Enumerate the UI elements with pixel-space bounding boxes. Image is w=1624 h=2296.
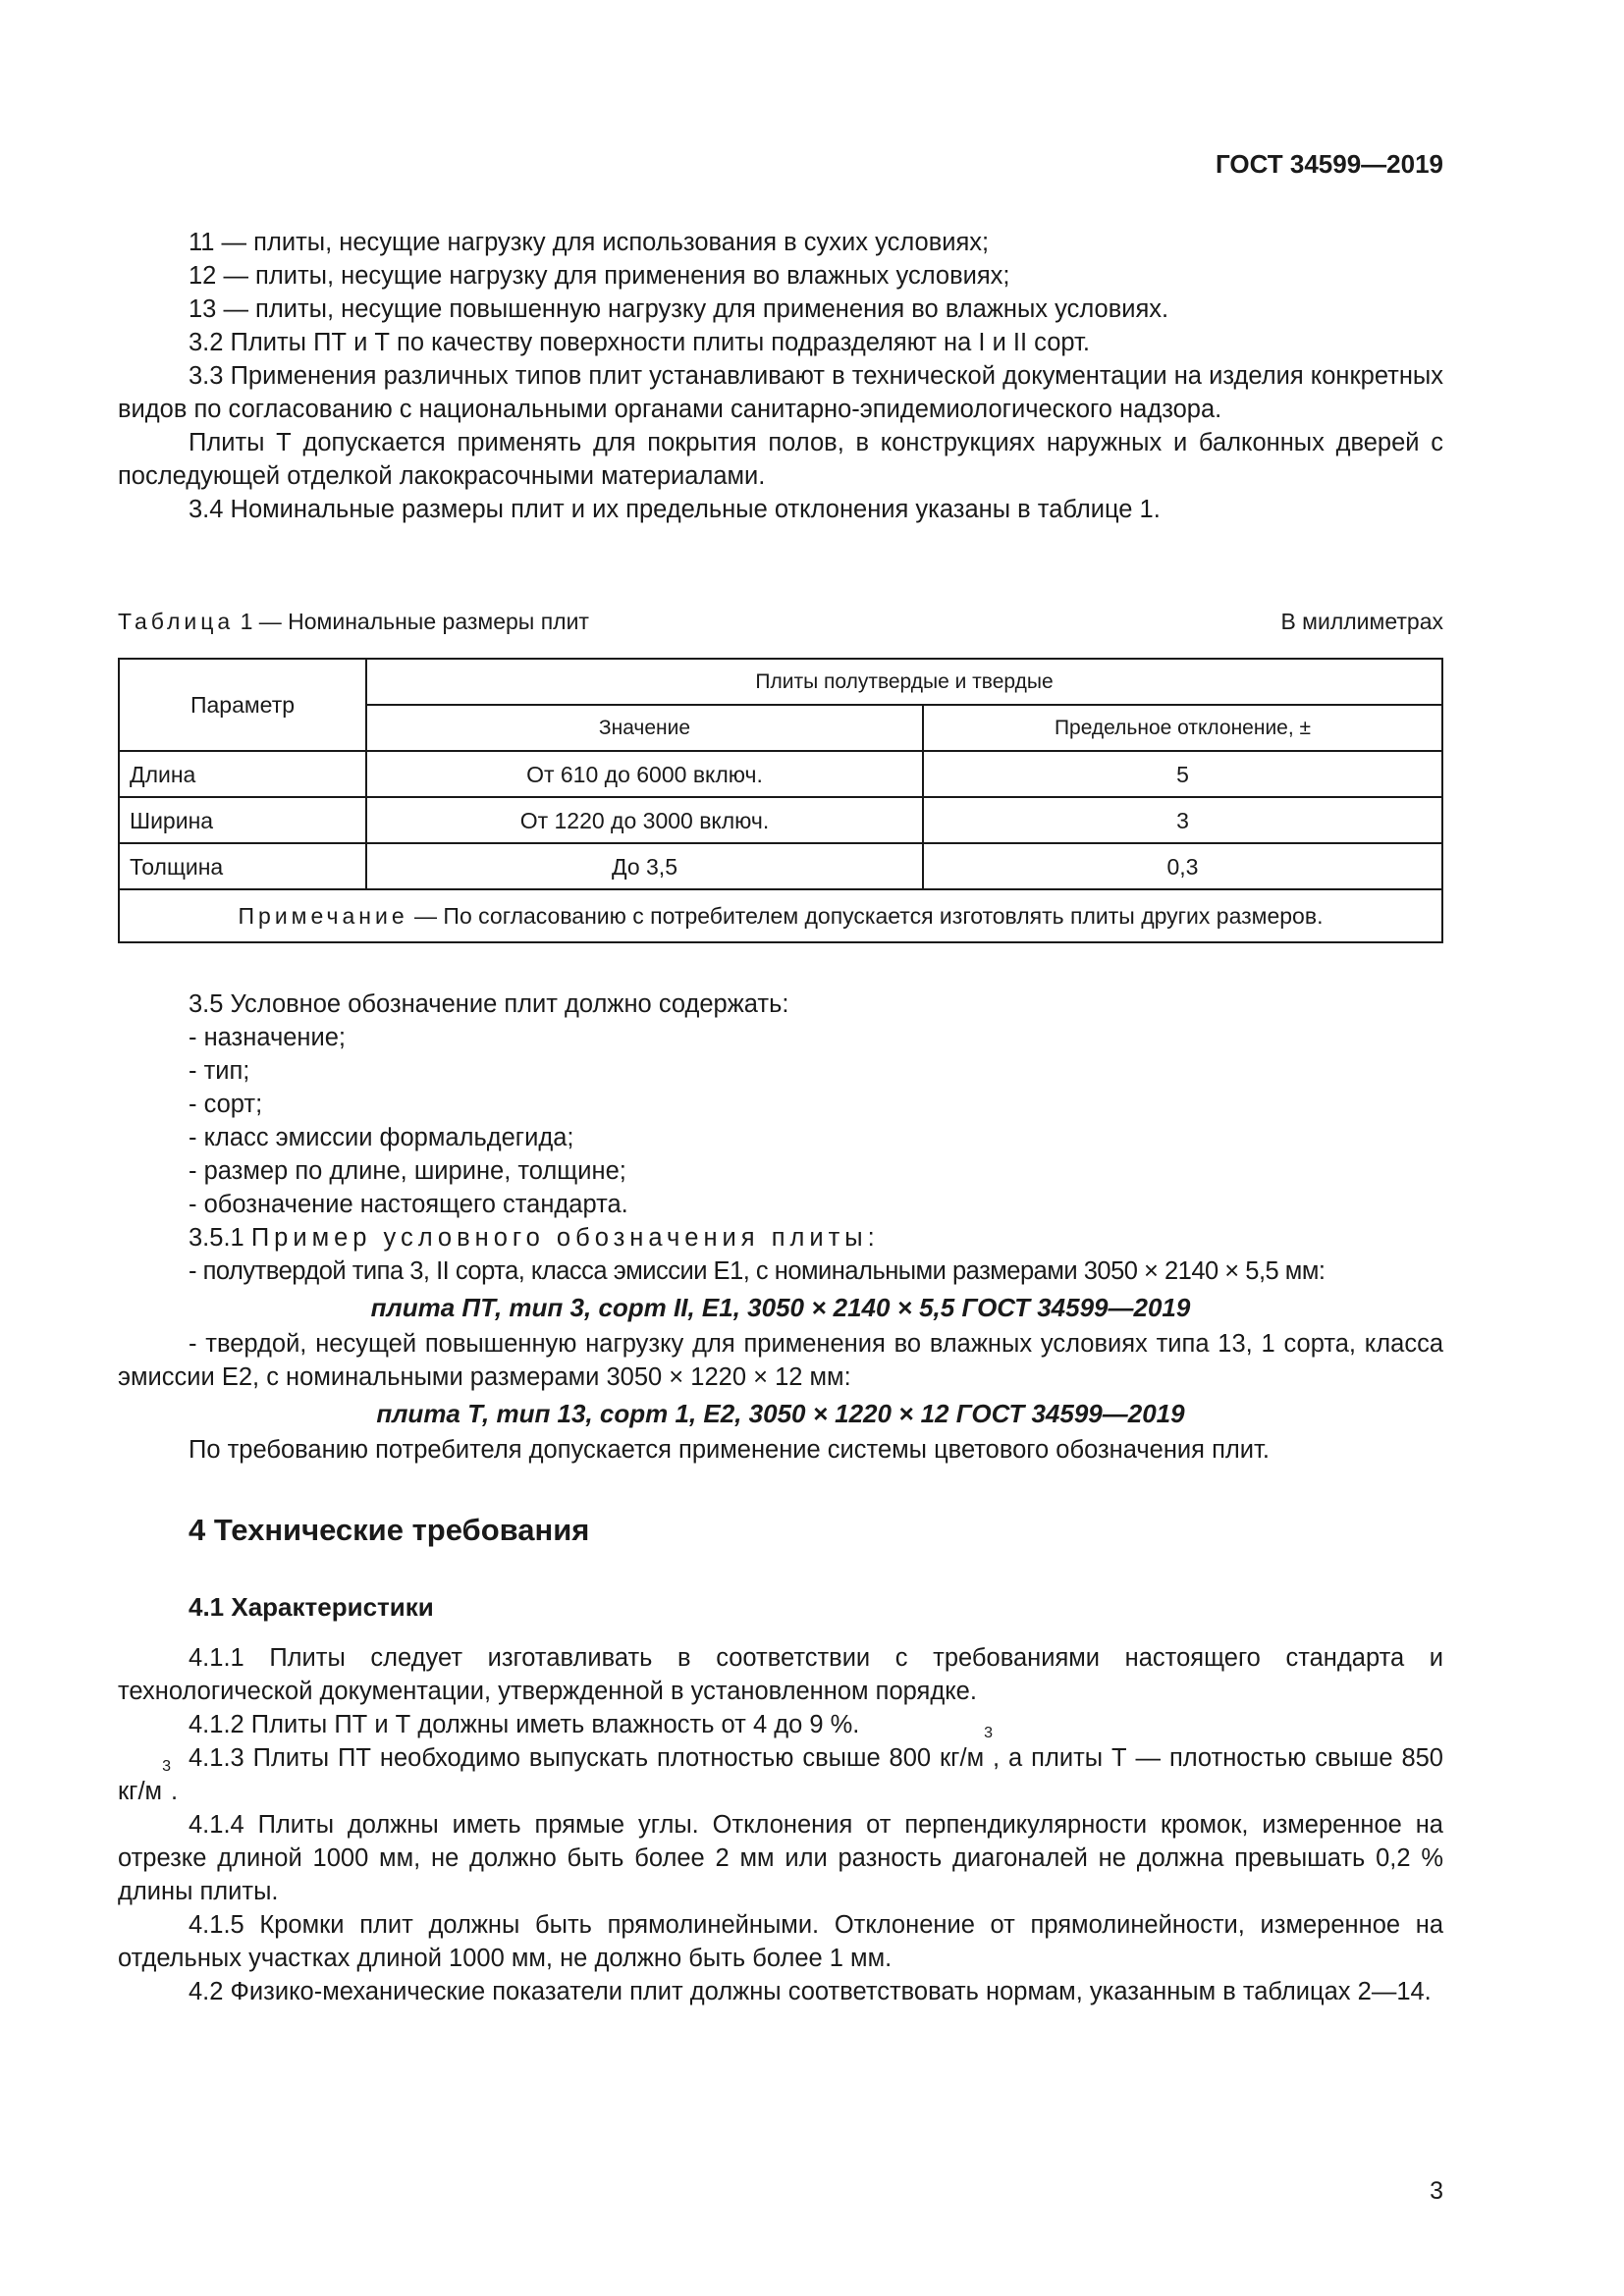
table-caption [118, 605, 1443, 638]
paragraph-4-2: 4.2 Физико-механические показатели плит должны соответствовать нормам, указанным в таблицах 2—14. [189, 1978, 1432, 2005]
table-row [119, 843, 1442, 889]
table-note-text: — По согласованию с потребителем допускается изготовлять плиты других размеров. [407, 903, 1324, 929]
example-2-text: - твердой, несущей повышенную нагрузку для применения во влажных условиях типа 13, 1 сорта, класса эмиссии Е2, с номинальными размерами 3050 × 1220 × 12 мм: [118, 1330, 1443, 1391]
list-item: - тип; [189, 1057, 250, 1085]
paragraph-3-5-intro: 3.5 Условное обозначение плит должно содержать: [189, 990, 789, 1018]
document-page [118, 0, 1443, 2296]
superscript-3: 3 [984, 1725, 994, 1741]
table-header-group: Плиты полутвердые и твердые [366, 659, 1442, 705]
paragraph-4-1-3-part-b: , а плиты Т — плотностью свыше 850 кг/м [118, 1744, 1443, 1805]
table-cell-param: Толщина [119, 843, 366, 889]
list-item: 12 — плиты, несущие нагрузку для применения во влажных условиях; [189, 262, 1010, 290]
example-number: 3.5.1 [189, 1224, 244, 1252]
list-item: 13 — плиты, несущие повышенную нагрузку для применения во влажных условиях. [189, 295, 1169, 323]
paragraph-4-1-5: 4.1.5 Кромки плит должны быть прямолинейными. Отклонение от прямолинейности, измеренное на отдельных участках длиной 1000 мм, не должно быть более 1 мм. [118, 1911, 1443, 1972]
example-1-text: - полутвердой типа 3, II сорта, класса эмиссии Е1, с номинальными размерами 3050 × 2140 × 5,5 мм: [189, 1257, 1326, 1285]
paragraph-3-4: 3.4 Номинальные размеры плит и их предельные отклонения указаны в таблице 1. [189, 496, 1161, 523]
table-cell-value: От 610 до 6000 включ. [366, 751, 923, 797]
list-item: - обозначение настоящего стандарта. [189, 1191, 628, 1218]
example-heading [118, 1221, 1443, 1255]
superscript-3: 3 [162, 1758, 171, 1775]
table-row [119, 797, 1442, 843]
example-1-code: плита ПТ, тип 3, сорт II, Е1, 3050 × 2140 × 5,5 ГОСТ 34599—2019 [370, 1293, 1191, 1322]
table-note [119, 889, 1442, 942]
table-header-deviation: Предельное отклонение, ± [923, 705, 1442, 751]
table-row [119, 751, 1442, 797]
list-item: - размер по длине, ширине, толщине; [189, 1157, 626, 1185]
intro-block [118, 226, 1443, 526]
table-note-label: Примечание [238, 903, 408, 929]
table-cell-param: Длина [119, 751, 366, 797]
table-header-param: Параметр [119, 659, 366, 751]
table-cell-param: Ширина [119, 797, 366, 843]
paragraph-4-1-1: 4.1.1 Плиты следует изготавливать в соответствии с требованиями настоящего стандарта и технологической документации, утвержденной в установленном порядке. [118, 1644, 1443, 1705]
paragraph-4-1-2: 4.1.2 Плиты ПТ и Т должны иметь влажность от 4 до 9 %. [189, 1711, 860, 1738]
table-cell-deviation: 0,3 [923, 843, 1442, 889]
list-item: - назначение; [189, 1024, 347, 1051]
document-header: ГОСТ 34599—2019 [1216, 149, 1443, 179]
section-4-body [118, 1641, 1443, 2008]
section-4-1-title: 4.1 Характеристики [189, 1592, 434, 1622]
page-number: 3 [1430, 2177, 1443, 2205]
paragraph-plates-t: Плиты Т допускается применять для покрытия полов, в конструкциях наружных и балконных дверей с последующей отделкой лакокрасочными материалами. [118, 429, 1443, 490]
paragraph-3-3: 3.3 Применения различных типов плит устанавливают в технической документации на изделия конкретных видов по согласованию с национальными органами санитарно-эпидемиологического надзора. [118, 362, 1443, 423]
table-nominal-sizes [118, 658, 1443, 943]
list-item: 11 — плиты, несущие нагрузку для использования в сухих условиях; [189, 229, 990, 256]
example-heading-text: Пример условного обозначения плиты: [250, 1224, 880, 1252]
section-3-5 [118, 988, 1443, 1467]
paragraph-4-1-3: 4.1.3 Плиты ПТ необходимо выпускать плотностью свыше 800 $кг/м^3$, а плиты Т — плотностью свыше 850 $кг/м^3$. [118, 1725, 1443, 1805]
table-caption-label: Таблица [118, 609, 235, 634]
paragraph-3-2: 3.2 Плиты ПТ и Т по качеству поверхности плиты подразделяют на I и II сорт. [189, 329, 1090, 356]
paragraph-color-note: По требованию потребителя допускается применение системы цветового обозначения плит. [189, 1436, 1270, 1464]
table-header-value: Значение [366, 705, 923, 751]
paragraph-4-1-4: 4.1.4 Плиты должны иметь прямые углы. Отклонения от перпендикулярности кромок, измеренное на отрезке длиной 1000 мм, не должно быть более 2 мм или разность диагоналей не должна превышать 0,2 % длины плиты. [118, 1811, 1443, 1905]
table-cell-value: До 3,5 [366, 843, 923, 889]
list-item: - сорт; [189, 1091, 263, 1118]
section-4-title: 4 Технические требования [189, 1513, 590, 1547]
table-cell-value: От 1220 до 3000 включ. [366, 797, 923, 843]
list-item: - класс эмиссии формальдегида; [189, 1124, 574, 1151]
example-2-code: плита Т, тип 13, сорт 1, Е2, 3050 × 1220 × 12 ГОСТ 34599—2019 [376, 1399, 1185, 1428]
table-cell-deviation: 3 [923, 797, 1442, 843]
table-units: В миллиметрах [1280, 609, 1443, 634]
table-cell-deviation: 5 [923, 751, 1442, 797]
paragraph-4-1-3-part-a: 4.1.3 Плиты ПТ необходимо выпускать плотностью свыше 800 кг/м [189, 1744, 985, 1772]
table-caption-text: 1 — Номинальные размеры плит [240, 609, 589, 634]
